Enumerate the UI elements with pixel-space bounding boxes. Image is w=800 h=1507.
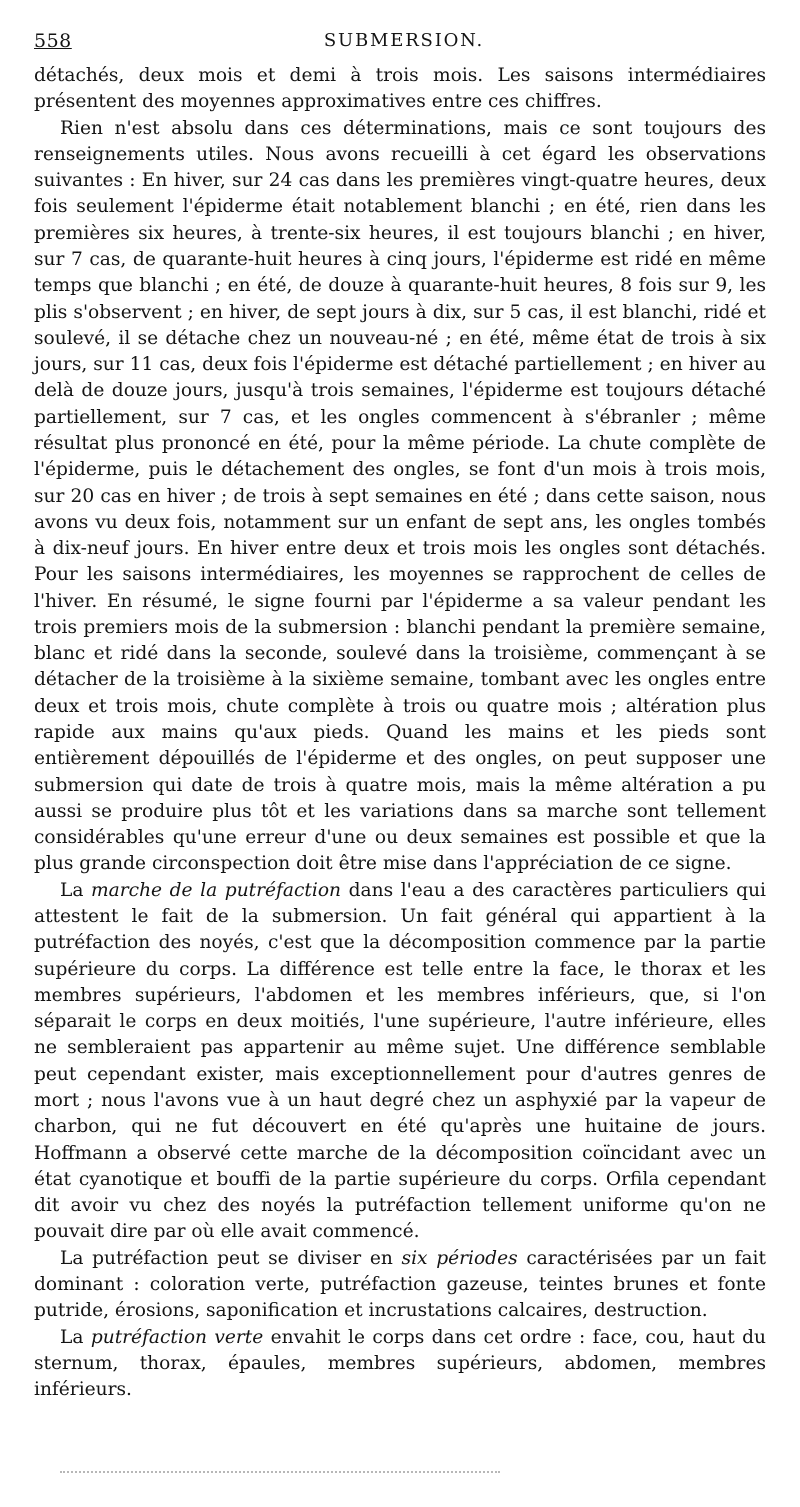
- footer-rule: [60, 1471, 500, 1473]
- paragraph-text: La: [60, 879, 92, 901]
- paragraph-text: La putréfaction peut se diviser en: [60, 1247, 402, 1269]
- italic-term: six périodes: [401, 1247, 518, 1269]
- italic-term: marche de la putréfaction: [91, 879, 341, 901]
- paragraph-text: envahit le corps dans cet ordre : face, cou, haut du sternum, thorax, épaules, membres supérieurs, abdomen, membres inférieurs.: [34, 1326, 766, 1401]
- paragraph-text: caractérisées par un fait dominant : coloration verte, putréfaction gazeuse, teintes brunes et fonte putride, érosions, saponification et incrustations calcaires, destruction.: [34, 1247, 766, 1322]
- paragraph-text: dans l'eau a des caractères particuliers qui attestent le fait de la submersion. Un fait général qui appartient à la putréfaction des noyés, c'est que la décomposition commence par la partie supérieure du corps. La différence est telle entre la face, le thorax et les membres supérieurs, l'abdomen et les membres inférieurs, que, si l'on séparait le corps en deux moitiés, l'une supérieure, l'autre inférieure, elles ne sembleraient pas appartenir au même sujet. Une différence semblable peut cependant exister, mais exceptionnellement pour d'autres genres de mort ; nous l'avons vue à un haut degré chez un asphyxié par la vapeur de charbon, qui ne fut découvert en été qu'après une huitaine de jours. Hoffmann a observé cette marche de la décomposition coïncidant avec un état cyanotique et bouffi de la partie supérieure du corps. Orfila cependant dit avoir vu chez des noyés la putréfaction tellement uniforme qu'on ne pouvait dire par où elle avait commencé.: [34, 879, 766, 1243]
- paragraph-putrefaction-course: [34, 878, 766, 1246]
- paragraph-green-putrefaction: [34, 1325, 766, 1404]
- paragraph-six-periods: [34, 1246, 766, 1325]
- body-text: [34, 63, 766, 1403]
- paragraph-continuation: détachés, deux mois et demi à trois mois. Les saisons intermédiaires présentent des moyennes approximatives entre ces chiffres.: [34, 65, 766, 113]
- paragraph-text: La: [60, 1326, 91, 1348]
- page-number: 558: [34, 30, 72, 52]
- italic-term: putréfaction verte: [90, 1326, 264, 1348]
- running-title: SUBMERSION.: [323, 30, 485, 51]
- paragraph-epidermis-observations: Rien n'est absolu dans ces déterminations, mais ce sont toujours des renseignements utiles. Nous avons recueilli à cet égard les observations suivantes : En hiver, sur 24 cas dans les premières vingt-quatre heures, deux fois seulement l'épiderme était notablement blanchi ; en été, rien dans les premières six heures, à trente-six heures, il est toujours blanchi ; en hiver, sur 7 cas, de quarante-huit heures à cinq jours, l'épiderme est ridé en même temps que blanchi ; en été, de douze à quarante-huit heures, 8 fois sur 9, les plis s'observent ; en hiver, de sept jours à dix, sur 5 cas, il est blanchi, ridé et soulevé, il se détache chez un nouveau-né ; en été, même état de trois à six jours, sur 11 cas, deux fois l'épiderme est détaché partiellement ; en hiver au delà de douze jours, jusqu'à trois semaines, l'épiderme est toujours détaché partiellement, sur 7 cas, et les ongles commencent à s'ébranler ; même résultat plus prononcé en été, pour la même période. La chute complète de l'épiderme, puis le détachement des ongles, se font d'un mois à trois mois, sur 20 cas en hiver ; de trois à sept semaines en été ; dans cette saison, nous avons vu deux fois, notamment sur un enfant de sept ans, les ongles tombés à dix-neuf jours. En hiver entre deux et trois mois les ongles sont détachés. Pour les saisons intermédiaires, les moyennes se rapprochent de celles de l'hiver. En résumé, le signe fourni par l'épiderme a sa valeur pendant les trois premiers mois de la submersion : blanchi pendant la première semaine, blanc et ridé dans la seconde, soulevé dans la troisième, commençant à se détacher de la troisième à la sixième semaine, tombant avec les ongles entre deux et trois mois, chute complète à trois ou quatre mois ; altération plus rapide aux mains qu'aux pieds. Quand les mains et les pieds sont entièrement dépouillés de l'épiderme et des ongles, on peut supposer une submersion qui date de trois à quatre mois, mais la même altération a pu aussi se produire plus tôt et les variations dans sa marche sont tellement considérables qu'une erreur d'une ou deux semaines est possible et que la plus grande circonspection doit être mise dans l'appréciation de ce signe.: [34, 117, 766, 875]
- page-header: [34, 30, 774, 56]
